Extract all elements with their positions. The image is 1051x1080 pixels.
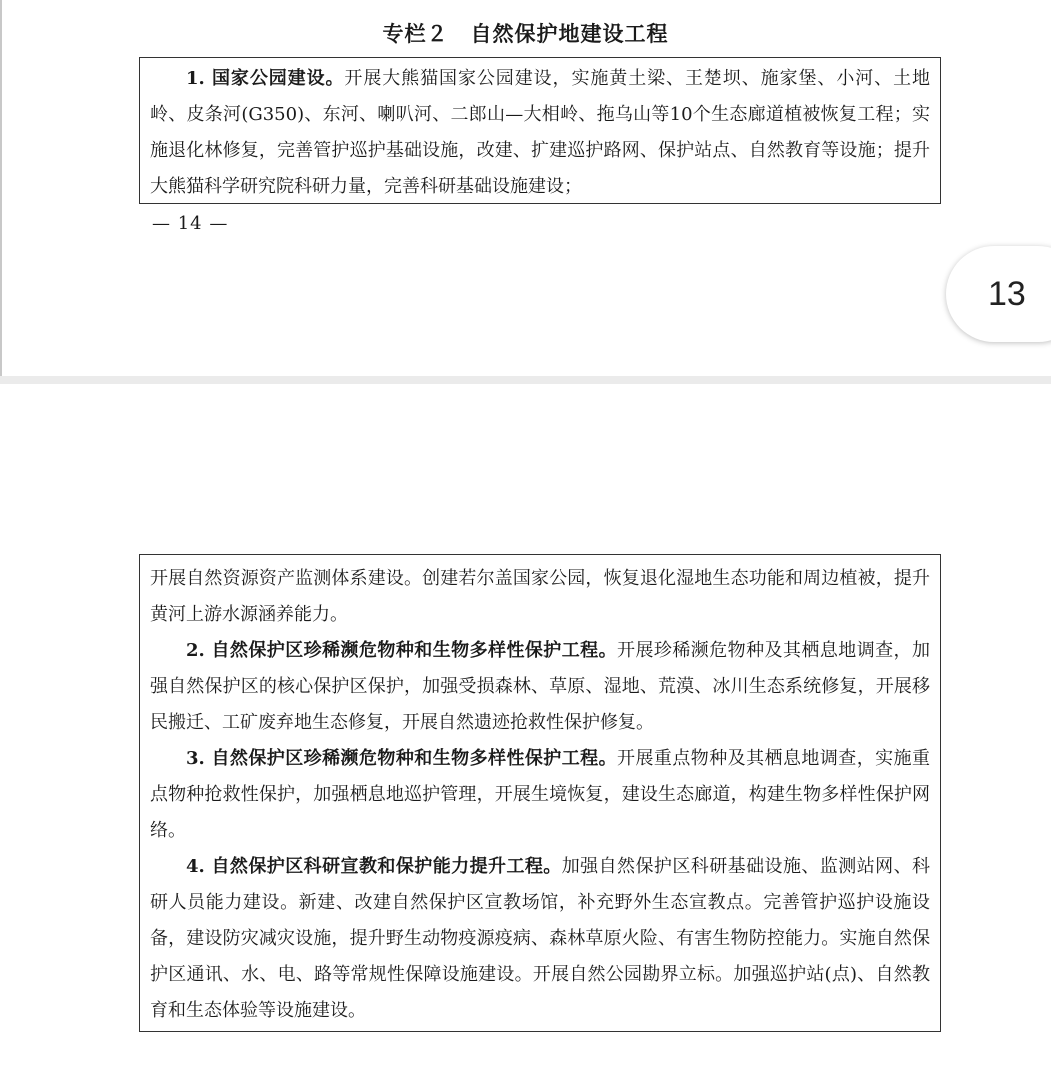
paragraph-3-body: 开展重点物种及其栖息地调查，实施重点物种抢救性保护，加强栖息地巡护管理，开展生境恢复，建设生态廊道，构建生物多样性保护网络。 (150, 748, 930, 841)
page-indicator-badge[interactable]: 13 (946, 246, 1051, 342)
paragraph-continuation: 开展自然资源资产监测体系建设。创建若尔盖国家公园，恢复退化湿地生态功能和周边植被，提升黄河上游水源涵养能力。 (150, 568, 930, 625)
paragraph-2-heading: 2. 自然保护区珍稀濒危物种和生物多样性保护工程。 (186, 640, 618, 661)
page-divider (0, 376, 1051, 384)
page-edge (0, 0, 2, 376)
document-page-bottom (0, 384, 1051, 1080)
page-number: — 14 — (152, 213, 229, 234)
paragraph-3-heading: 3. 自然保护区珍稀濒危物种和生物多样性保护工程。 (186, 748, 618, 769)
paragraph-1 (150, 61, 930, 205)
paragraph-1-heading: 1. 国家公园建设。 (186, 68, 345, 89)
paragraph-3 (150, 741, 930, 849)
paragraph-2-body: 开展珍稀濒危物种及其栖息地调查，加强自然保护区的核心保护区保护，加强受损森林、草原、湿地、荒漠、冰川生态系统修复，开展移民搬迁、工矿废弃地生态修复，开展自然遗迹抢救性保护修复。 (150, 640, 930, 733)
paragraph-4 (150, 849, 930, 1029)
document-page-top (0, 0, 1051, 376)
column-box-bottom (139, 554, 941, 1032)
paragraph-4-body: 加强自然保护区科研基础设施、监测站网、科研人员能力建设。新建、改建自然保护区宣教场馆，补充野外生态宣教点。完善管护巡护设施设备，建设防灾减灾设施，提升野生动物疫源疫病、森林草原火险、有害生物防控能力。实施自然保护区通讯、水、电、路等常规性保障设施建设。开展自然公园勘界立标。加强巡护站(点)、自然教育和生态体验等设施建设。 (150, 856, 930, 1021)
column-title: 专栏２ 自然保护地建设工程 (382, 21, 669, 46)
paragraph-2 (150, 633, 930, 741)
paragraph-1-body: 开展大熊猫国家公园建设，实施黄土梁、王楚坝、施家堡、小河、土地岭、皮条河(G350)、东河、喇叭河、二郎山—大相岭、拖乌山等10个生态廊道植被恢复工程；实施退化林修复，完善管护巡护基础设施，改建、扩建巡护路网、保护站点、自然教育等设施；提升大熊猫科学研究院科研力量，完善科研基础设施建设； (150, 68, 931, 197)
column-box-top (139, 57, 941, 204)
paragraph-4-heading: 4. 自然保护区科研宣教和保护能力提升工程。 (186, 856, 562, 877)
